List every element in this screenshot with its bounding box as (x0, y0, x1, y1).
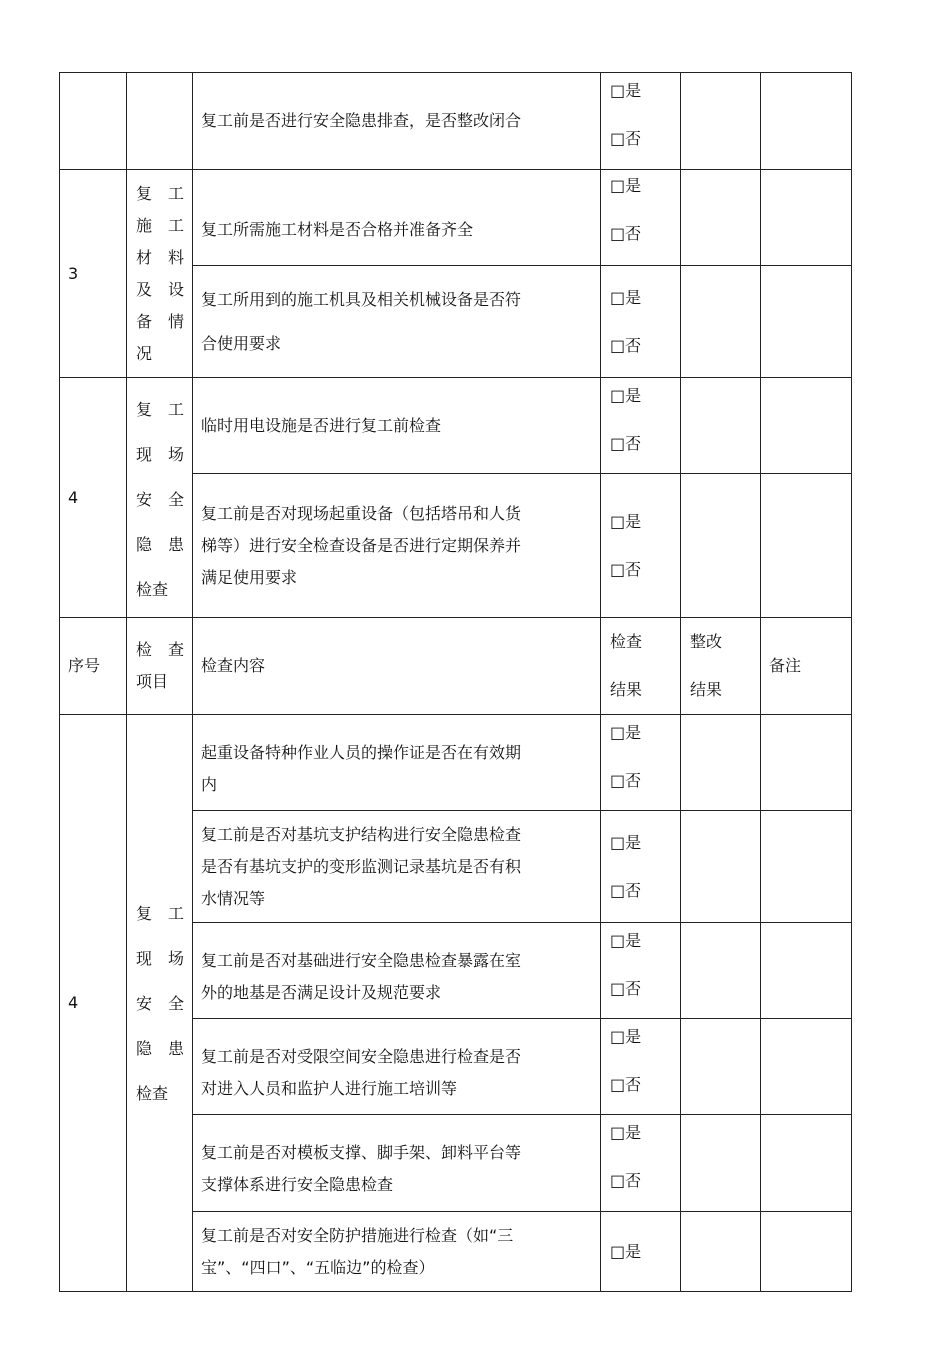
content-line: 梯等）进行安全检查设备是否进行定期保养并 (201, 535, 522, 555)
header-item-line: 检 查 (136, 640, 185, 659)
content-cell (193, 715, 601, 811)
result-cell[interactable] (601, 170, 681, 266)
content-cell (193, 1212, 601, 1292)
item-line: 复 工 (136, 400, 185, 419)
content-text: 临时用电设施是否进行复工前检查 (201, 415, 442, 435)
item-line: 隐 患 (136, 1038, 185, 1058)
header-item-line: 项目 (136, 672, 169, 691)
content-line: 支撑体系进行安全隐患检查 (201, 1175, 394, 1194)
result-cell[interactable] (601, 73, 681, 170)
section-number (60, 170, 127, 378)
result-cell[interactable] (601, 266, 681, 378)
header-num (60, 618, 127, 715)
item-line: 检查 (136, 580, 169, 599)
yes-checkbox[interactable]: □是 (610, 1123, 642, 1142)
header-rectify-line: 结果 (690, 680, 723, 699)
item-line: 况 (136, 343, 153, 363)
yes-checkbox[interactable]: □是 (610, 723, 642, 742)
item-cell (127, 73, 193, 170)
header-row (60, 618, 852, 715)
content-text: 复工前是否进行安全隐患排查，是否整改闭合 (201, 111, 522, 130)
no-checkbox[interactable]: □否 (610, 224, 642, 243)
table-row (60, 378, 852, 474)
rectify-cell (681, 378, 761, 474)
result-cell[interactable] (601, 1212, 681, 1292)
item-line: 隐 患 (136, 535, 185, 554)
yes-checkbox[interactable]: □是 (610, 176, 642, 195)
table-row (60, 170, 852, 266)
content-line: 满足使用要求 (201, 567, 298, 587)
item-line: 复 工 (136, 183, 185, 203)
table-row (60, 73, 852, 170)
header-content (193, 618, 601, 715)
content-cell (193, 1019, 601, 1115)
content-line: 复工所用到的施工机具及相关机械设备是否符 (201, 289, 522, 309)
content-line: 对进入人员和监护人进行施工培训等 (201, 1078, 458, 1098)
content-line: 复工前是否对基坑支护结构进行安全隐患检查 (201, 824, 522, 844)
inspection-table (59, 72, 852, 1292)
content-line: 内 (201, 774, 218, 794)
no-checkbox[interactable]: □否 (610, 335, 642, 355)
no-checkbox[interactable]: □否 (610, 129, 642, 148)
header-item (127, 618, 193, 715)
remark-cell (761, 811, 852, 923)
section-number-text: 3 (68, 263, 79, 283)
check-item (127, 378, 193, 618)
content-cell (193, 170, 601, 266)
header-remark (761, 618, 852, 715)
content-cell (193, 378, 601, 474)
content-line: 外的地基是否满足设计及规范要求 (201, 982, 442, 1002)
yes-checkbox[interactable]: □是 (610, 1241, 642, 1261)
item-line: 及 设 (136, 279, 185, 299)
header-result-line: 检查 (610, 632, 643, 651)
no-checkbox[interactable]: □否 (610, 1075, 642, 1094)
yes-checkbox[interactable]: □是 (610, 386, 642, 405)
content-line: 复工前是否对受限空间安全隐患进行检查是否 (201, 1046, 522, 1066)
remark-cell (761, 1115, 852, 1212)
check-item (127, 170, 193, 378)
header-result-line: 结果 (610, 680, 643, 699)
header-content-text: 检查内容 (201, 656, 266, 675)
rectify-cell (681, 474, 761, 618)
result-cell[interactable] (601, 474, 681, 618)
yes-checkbox[interactable]: □是 (610, 1027, 642, 1046)
content-line: 是否有基坑支护的变形监测记录基坑是否有积 (201, 856, 522, 876)
num-cell (60, 73, 127, 170)
rectify-cell (681, 1019, 761, 1115)
remark-cell (761, 378, 852, 474)
no-checkbox[interactable]: □否 (610, 979, 642, 998)
no-checkbox[interactable]: □否 (610, 559, 642, 579)
item-line: 现 场 (136, 445, 185, 464)
item-line: 现 场 (136, 948, 185, 968)
rectify-cell (681, 1212, 761, 1292)
remark-cell (761, 73, 852, 170)
header-result (601, 618, 681, 715)
remark-cell (761, 715, 852, 811)
section-number (60, 378, 127, 618)
item-line: 备 情 (136, 311, 185, 331)
content-text: 复工所需施工材料是否合格并准备齐全 (201, 219, 474, 239)
content-cell (193, 474, 601, 618)
item-line: 安 全 (136, 993, 185, 1013)
result-cell[interactable] (601, 715, 681, 811)
content-line: 起重设备特种作业人员的操作证是否在有效期 (201, 742, 522, 762)
section-number-text: 4 (68, 993, 79, 1012)
remark-cell (761, 1212, 852, 1292)
remark-cell (761, 1019, 852, 1115)
section-number (60, 715, 127, 1292)
remark-cell (761, 266, 852, 378)
content-line: 合使用要求 (201, 333, 282, 353)
no-checkbox[interactable]: □否 (610, 880, 642, 900)
content-line: 水情况等 (201, 888, 266, 908)
yes-checkbox[interactable]: □是 (610, 931, 642, 950)
rectify-cell (681, 170, 761, 266)
content-line: 复工前是否对现场起重设备（包括塔吊和人货 (201, 503, 522, 523)
content-cell (193, 266, 601, 378)
content-cell (193, 73, 601, 170)
yes-checkbox[interactable]: □是 (610, 81, 642, 100)
rectify-cell (681, 1115, 761, 1212)
content-cell (193, 1115, 601, 1212)
no-checkbox[interactable]: □否 (610, 434, 642, 453)
item-line: 复 工 (136, 903, 185, 923)
remark-cell (761, 923, 852, 1019)
item-line: 施 工 (136, 215, 185, 235)
header-num-text: 序号 (68, 656, 101, 675)
no-checkbox[interactable]: □否 (610, 1171, 642, 1190)
no-checkbox[interactable]: □否 (610, 771, 642, 790)
header-rectify (681, 618, 761, 715)
item-line: 安 全 (136, 490, 185, 509)
result-cell[interactable] (601, 378, 681, 474)
rectify-cell (681, 811, 761, 923)
check-item (127, 715, 193, 1292)
yes-checkbox[interactable]: □是 (610, 511, 642, 531)
rectify-cell (681, 923, 761, 1019)
content-line: 复工前是否对安全防护措施进行检查（如“三 (201, 1225, 514, 1245)
result-cell[interactable] (601, 1115, 681, 1212)
section-number-text: 4 (68, 487, 79, 507)
content-cell (193, 811, 601, 923)
rectify-cell (681, 266, 761, 378)
content-line: 复工前是否对基础进行安全隐患检查暴露在室 (201, 950, 522, 970)
content-cell (193, 923, 601, 1019)
result-cell[interactable] (601, 811, 681, 923)
content-line: 宝”、“四口”、“五临边”的检查） (201, 1257, 435, 1277)
header-rectify-line: 整改 (690, 632, 723, 651)
table-row (60, 715, 852, 811)
item-line: 检查 (136, 1083, 169, 1103)
result-cell[interactable] (601, 1019, 681, 1115)
content-line: 复工前是否对模板支撑、脚手架、卸料平台等 (201, 1143, 522, 1162)
rectify-cell (681, 715, 761, 811)
item-line: 材 料 (136, 247, 185, 267)
header-remark-text: 备注 (769, 656, 802, 675)
yes-checkbox[interactable]: □是 (610, 287, 642, 307)
result-cell[interactable] (601, 923, 681, 1019)
yes-checkbox[interactable]: □是 (610, 832, 642, 852)
remark-cell (761, 474, 852, 618)
rectify-cell (681, 73, 761, 170)
remark-cell (761, 170, 852, 266)
